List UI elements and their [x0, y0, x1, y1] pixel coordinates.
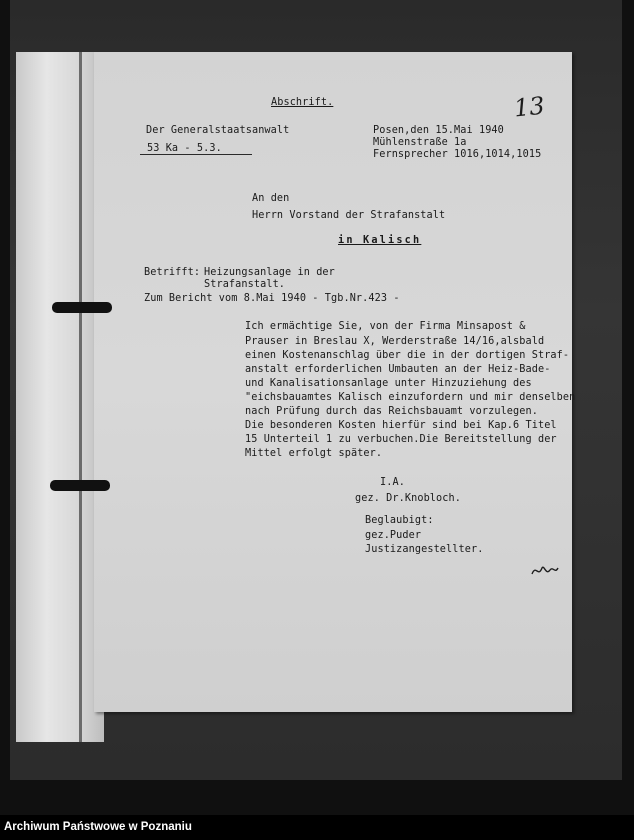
place-date: Posen,den 15.Mai 1940	[373, 125, 504, 136]
street-address: Mühlenstraße 1a	[373, 137, 467, 148]
phone-numbers: Fernsprecher 1016,1014,1015	[373, 149, 542, 160]
handwritten-initials-mark	[530, 562, 560, 580]
binder-clip-upper	[52, 302, 112, 313]
document-heading: Abschrift.	[271, 97, 334, 108]
body-line: Prauser in Breslau X, Werderstraße 14/16,alsbald	[245, 336, 545, 347]
binding-strip	[16, 52, 104, 742]
subject-line-1: Heizungsanlage in der	[204, 267, 335, 278]
report-reference: Zum Bericht vom 8.Mai 1940 - Tgb.Nr.423 -	[144, 293, 400, 304]
file-reference: 53 Ka - 5.3.	[147, 143, 222, 154]
ia-abbreviation: I.A.	[380, 477, 405, 488]
body-line: Ich ermächtige Sie, von der Firma Minsapost &	[245, 321, 526, 332]
body-line: "eichsbauamtes Kalisch einzufordern und mir denselben	[245, 392, 576, 403]
recipient-line-1: An den	[252, 193, 290, 204]
certified-name: gez.Puder	[365, 530, 422, 541]
subject-line-2: Strafanstalt.	[204, 279, 286, 290]
body-line: anstalt erforderlichen Umbauten an der Heiz-Bade-	[245, 364, 551, 375]
body-line: 15 Unterteil 1 zu verbuchen.Die Bereitstellung der	[245, 434, 557, 445]
body-line: einen Kostenanschlag über die in der dortigen Straf-	[245, 350, 570, 361]
recipient-line-2: Herrn Vorstand der Strafanstalt	[252, 210, 446, 221]
sender: Der Generalstaatsanwalt	[146, 125, 290, 136]
body-line: Mittel erfolgt später.	[245, 448, 383, 459]
certified-title: Justizangestellter.	[365, 544, 484, 555]
signature-line: gez. Dr.Knobloch.	[355, 493, 461, 504]
folio-number: 13	[512, 91, 546, 123]
binder-clip-lower	[50, 480, 110, 491]
subject-label: Betrifft:	[144, 267, 201, 278]
certified-label: Beglaubigt:	[365, 515, 434, 526]
archive-caption: Archiwum Państwowe w Poznaniu	[4, 821, 192, 833]
body-line: nach Prüfung durch das Reichsbauamt vorzulegen.	[245, 406, 538, 417]
recipient-place: in Kalisch	[338, 235, 422, 246]
file-reference-underline	[140, 154, 252, 155]
body-line: und Kanalisationsanlage unter Hinzuziehung des	[245, 378, 532, 389]
body-line: Die besonderen Kosten hierfür sind bei Kap.6 Titel	[245, 420, 557, 431]
binding-strip-edge	[79, 52, 82, 742]
